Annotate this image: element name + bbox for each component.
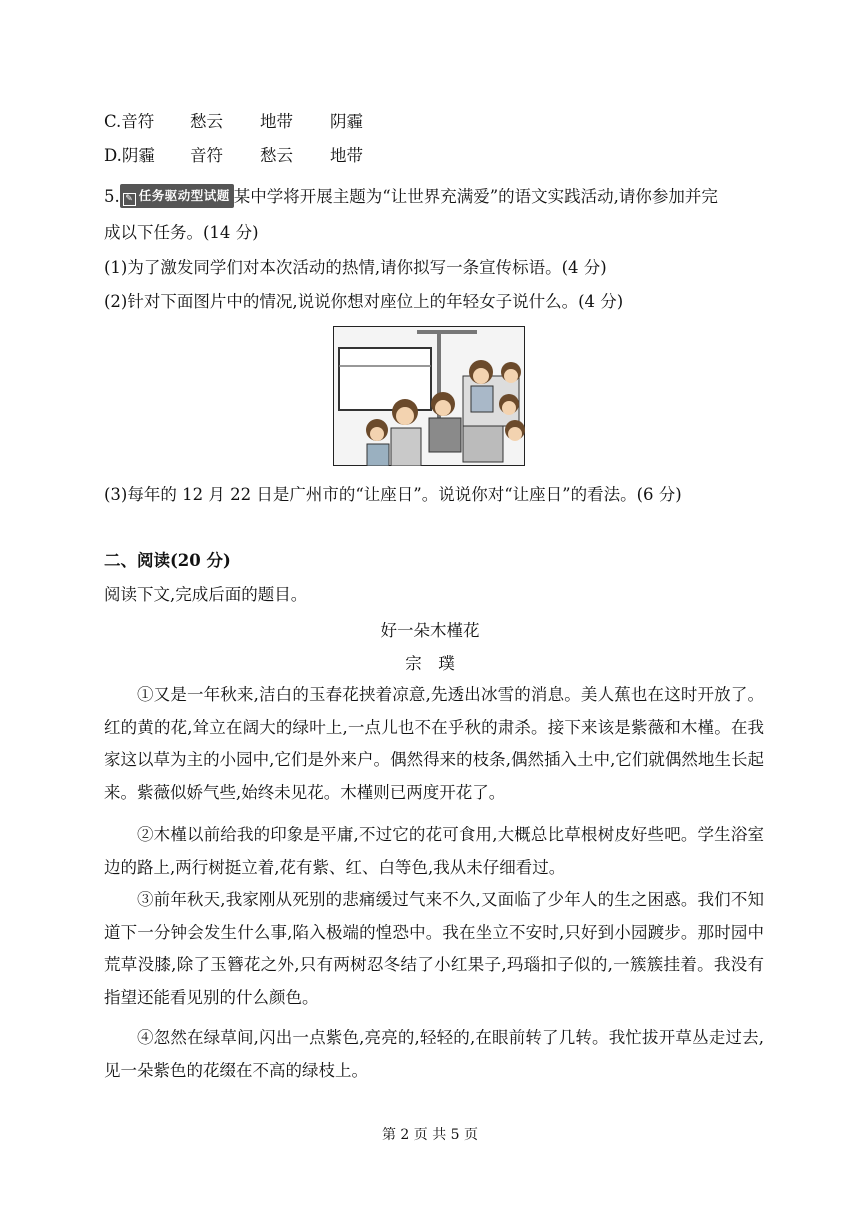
- option-word: 音符: [121, 112, 155, 131]
- option-letter: D.: [104, 146, 122, 165]
- question-text-cont: 成以下任务。(14 分): [104, 223, 259, 242]
- option-word: 愁云: [190, 112, 223, 131]
- article-paragraph-3: ③前年秋天,我家刚从死别的悲痛缓过气来不久,又面临了少年人的生之困惑。我们不知道下一分钟会发生什么事,陷入极端的惶恐中。我在坐立不安时,只好到小园踱步。那时园中荒草没膝,除了玉簪花之外,只有两树忍冬结了小红果子,玛瑙扣子似的,一簇簇挂着。我没有指望还能看见别的什么颜色。: [104, 890, 764, 1007]
- option-letter: C.: [104, 112, 122, 131]
- option-c: [104, 111, 400, 133]
- option-d: [104, 145, 400, 167]
- sub-question-1: (1)为了激发同学们对本次活动的热情,请你拟写一条宣传标语。(4 分): [104, 258, 607, 277]
- page-footer: 第 2 页 共 5 页: [381, 1127, 479, 1143]
- badge-label: 任务驱动型试题: [138, 188, 230, 203]
- question-number: 5.: [104, 187, 120, 206]
- option-word: 阴霾: [121, 146, 155, 165]
- sub-question-2: (2)针对下面图片中的情况,说说你想对座位上的年轻女子说什么。(4 分): [104, 292, 624, 311]
- option-word: 地带: [330, 146, 363, 165]
- option-word: 音符: [190, 146, 223, 165]
- badge-icon: ✎: [123, 193, 136, 206]
- bus-seat-illustration: [333, 326, 525, 466]
- article-paragraph-2: ②木槿以前给我的印象是平庸,不过它的花可食用,大概总比草根树皮好些吧。学生浴室边的路上,两行树挺立着,花有紫、红、白等色,我从未仔细看过。: [104, 825, 764, 877]
- reading-instruction: 阅读下文,完成后面的题目。: [104, 585, 308, 604]
- task-badge: [120, 184, 234, 208]
- question-text: 某中学将开展主题为“让世界充满爱”的语文实践活动,请你参加并完: [233, 187, 718, 206]
- article-paragraph-4: ④忽然在绿草间,闪出一点紫色,亮亮的,轻轻的,在眼前转了几转。我忙拔开草丛走过去,见一朵紫色的花缀在不高的绿枝上。: [104, 1028, 764, 1080]
- option-word: 愁云: [260, 146, 293, 165]
- sub-question-3: (3)每年的 12 月 22 日是广州市的“让座日”。说说你对“让座日”的看法。(6 分): [104, 485, 682, 504]
- option-word: 阴霾: [330, 112, 363, 131]
- option-word: 地带: [260, 112, 293, 131]
- question-5-intro: [104, 184, 718, 208]
- section-heading: 二、阅读(20 分): [104, 551, 231, 570]
- article-title: 好一朵木槿花: [380, 621, 480, 640]
- article-paragraph-1: ①又是一年秋来,洁白的玉春花挟着凉意,先透出冰雪的消息。美人蕉也在这时开放了。红的黄的花,耸立在阔大的绿叶上,一点儿也不在乎秋的肃杀。接下来该是紫薇和木槿。在我家这以草为主的小园中,它们是外来户。偶然得来的枝条,偶然插入土中,它们就偶然地生长起来。紫薇似娇气些,始终未见花。木槿则已两度开花了。: [104, 685, 764, 802]
- article-author: 宗 璞: [405, 654, 455, 673]
